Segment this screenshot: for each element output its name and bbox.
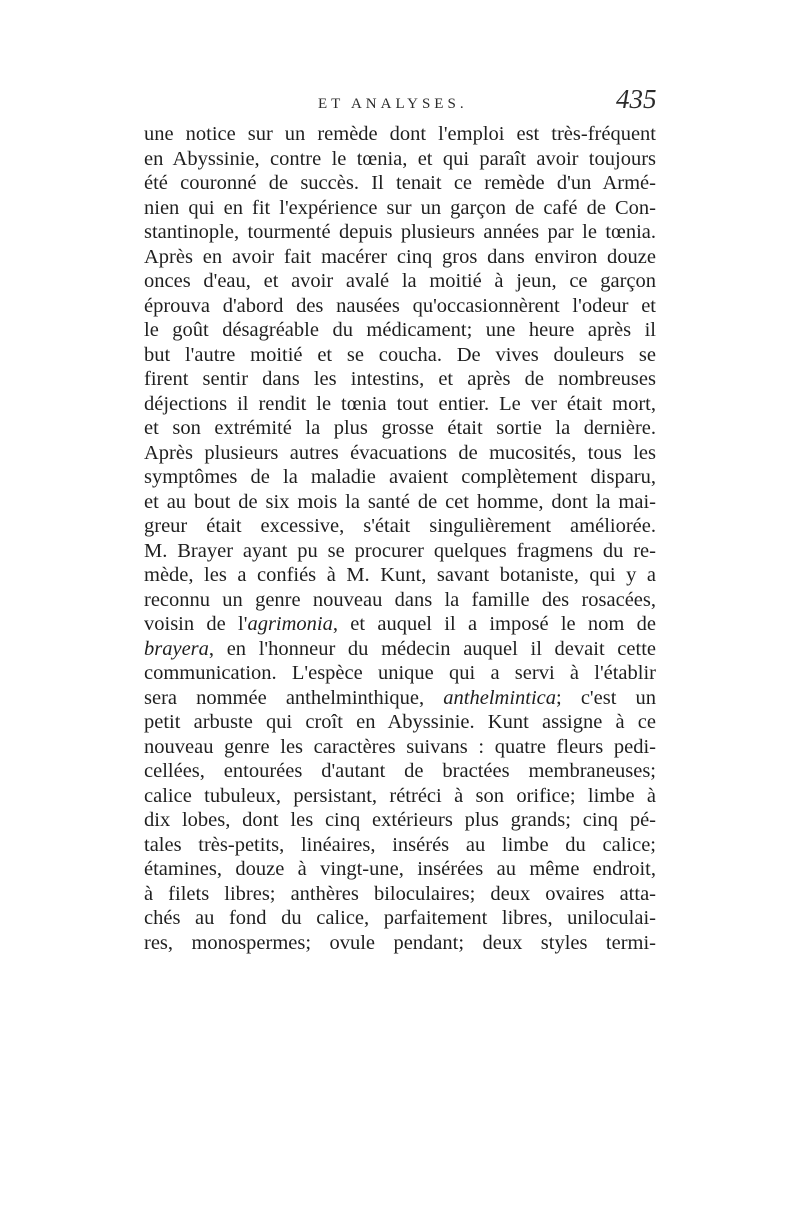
text-line: nien qui en fit l'expérience sur un garçon de café de Con-: [144, 196, 656, 219]
text-line: à filets libres; anthères biloculaires; deux ovaires atta-: [144, 882, 656, 905]
text-line: en Abyssinie, contre le tœnia, et qui paraît avoir toujours: [144, 147, 656, 170]
text-line: une notice sur un remède dont l'emploi est très-fréquent: [144, 123, 656, 145]
text-line: calice tubuleux, persistant, rétréci à son orifice; limbe à: [144, 784, 656, 807]
text-line: but l'autre moitié et se coucha. De vives douleurs se: [144, 343, 656, 366]
text-line: onces d'eau, et avoir avalé la moitié à jeun, ce garçon: [144, 270, 656, 292]
text-line: Après en avoir fait macérer cinq gros dans environ douze: [144, 245, 656, 268]
text-line: cellées, entourées d'autant de bractées membraneuses;: [144, 760, 656, 782]
text-line: symptômes de la maladie avaient complètement disparu,: [144, 466, 656, 488]
text-line: et au bout de six mois la santé de cet homme, dont la mai-: [144, 490, 656, 513]
text-line: nouveau genre les caractères suivans : quatre fleurs pedi-: [144, 735, 656, 758]
text-line: greur était excessive, s'était singulièrement améliorée.: [144, 515, 656, 537]
italic-term: agrimonia: [247, 613, 333, 635]
text-line: petit arbuste qui croît en Abyssinie. Kunt assigne à ce: [144, 711, 656, 733]
text-line: chés au fond du calice, parfaitement libres, uniloculai-: [144, 907, 656, 929]
italic-term: anthelmintica: [443, 686, 557, 709]
text-line: étamines, douze à vingt-une, insérées au même endroit,: [144, 858, 656, 880]
text-line: mède, les a confiés à M. Kunt, savant botaniste, qui y a: [144, 564, 656, 586]
text-line: déjections il rendit le tœnia tout entier. Le ver était mort,: [144, 392, 656, 415]
text-line: le goût désagréable du médicament; une heure après il: [144, 319, 656, 341]
text-line: reconnu un genre nouveau dans la famille des rosacées,: [144, 588, 656, 611]
running-head: ET ANALYSES.: [318, 96, 468, 112]
text-line: res, monospermes; ovule pendant; deux styles termi-: [144, 931, 656, 954]
text-line: dix lobes, dont les cinq extérieurs plus grands; cinq pé-: [144, 809, 656, 831]
body-text: [144, 122, 656, 955]
text-line: stantinople, tourmenté depuis plusieurs années par le tœnia.: [144, 221, 656, 243]
text-line: firent sentir dans les intestins, et après de nombreuses: [144, 368, 656, 390]
text-line: Après plusieurs autres évacuations de mucosités, tous les: [144, 441, 656, 464]
text-line: tales très-petits, linéaires, insérés au limbe du calice;: [144, 833, 656, 856]
text-line: été couronné de succès. Il tenait ce remède d'un Armé-: [144, 172, 656, 194]
page-number: 435: [616, 84, 657, 114]
text-line: communication. L'espèce unique qui a servi à l'établir: [144, 662, 656, 684]
text-line: voisin de l'agrimonia, et auquel il a imposé le nom de: [144, 613, 657, 635]
text-line: brayera, en l'honneur du médecin auquel il devait cette: [144, 637, 656, 660]
text-line: éprouva d'abord des nausées qu'occasionnèrent l'odeur et: [144, 294, 656, 317]
text-line: M. Brayer ayant pu se procurer quelques fragmens du re-: [144, 539, 656, 562]
text-line: et son extrémité la plus grosse était sortie la dernière.: [144, 417, 656, 439]
text-line: sera nommée anthelminthique, anthelmintica; c'est un: [144, 686, 657, 709]
italic-term: brayera: [144, 637, 209, 660]
